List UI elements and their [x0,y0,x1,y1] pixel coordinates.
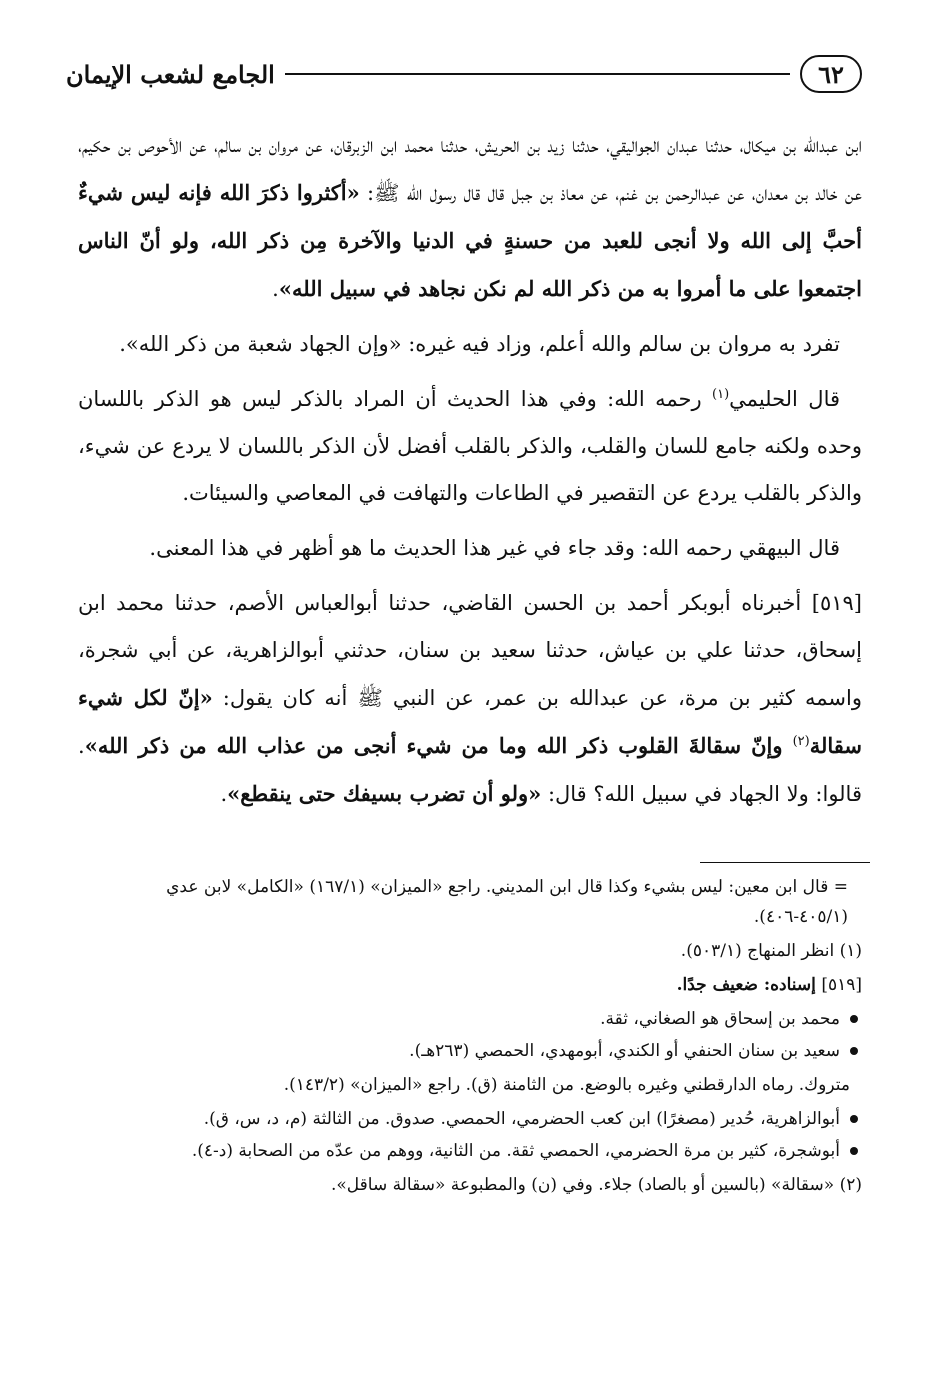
list-item: محمد بن إسحاق هو الصغاني، ثقة. [78,1004,840,1034]
footnote-continuation: = قال ابن معين: ليس بشيء وكذا قال ابن المديني. راجع «الميزان» (١٦٧/١) «الكامل» لابن عدي (٤٠٥/١-٤٠٦). [166,877,848,927]
isnad-text-519: أخبرناه أبوبكر أحمد بن الحسن القاضي، حدثنا أبوالعباس الأصم، حدثنا محمد ابن إسحاق، حدثنا علي بن عياش، حدثنا سعيد بن سنان، حدثني أبوالزاهرية، عن أبي شجرة، واسمه كثير بن مرة، عن عبدالله بن عمر، عن النبي ﷺ أنه كان يقول: [78,591,862,710]
hadith-matn-519-a: «إنّ لكل شيء سقالة [78,685,862,758]
hadith-matn-519-c: «ولو أن تضرب بسيفك حتى ينقطع» [227,781,542,806]
narrator-note: متروك. رماه الدارقطني وغيره بالوضع. من الثامنة (ق). راجع «الميزان» (١٤٣/٢). [283,1075,850,1095]
paragraph-halimi [78,376,862,517]
footnote-2: (٢) «سقالة» (بالسين أو بالصاد) جلاء. وفي (ن) والمطبوعة «سقالة ساقل». [331,1175,862,1195]
halimi-text: رحمه الله: وفي هذا الحديث أن المراد بالذكر ليس هو الذكر باللسان وحده ولكنه جامع للسان والقلب، والذكر بالقلب أفضل لأن الذكر باللسان لا يردع عن شيء، والذكر بالقلب يردع عن التقصير في الطاعات والتهافت في المعاصي والسيئات. [78,387,862,505]
bullet-icon [850,1147,858,1155]
list-item: سعيد بن سنان الحنفي أو الكندي، أبومهدي، الحمصي (٢٦٣هـ). [78,1036,840,1066]
hadith-matn: «أكثروا ذكرَ الله فإنه ليس شيءٌ أحبَّ إلى الله ولا أنجى للعبد من حسنةٍ في الدنيا والآخرة مِن ذكر الله، ولو أنّ الناس اجتمعوا على ما أمروا به من ذكر الله لم نكن نجاهد في سبيل الله» [78,180,862,301]
bullet-icon [850,1047,858,1055]
paragraph-comment: تفرد به مروان بن سالم والله أعلم، وزاد فيه غيره: «وإن الجهاد شعبة من ذكر الله». [119,332,840,356]
list-item: أبوالزاهرية، حُدير (مصغرًا) ابن كعب الحضرمي، الحمصي. صدوق. من الثالثة (م، د، س، ق). [78,1104,840,1134]
page-number: ٦٢ [800,55,862,93]
hadith-number: [٥١٩] [811,591,862,615]
main-text [78,122,862,826]
period: . [272,277,279,301]
hadith-matn-519-b: وإنّ سقالةَ القلوب ذكر الله وما من شيء أنجى من عذاب الله من ذكر الله» [84,733,793,758]
paragraph-hadith-1 [78,122,862,313]
footnote-ref-1: (١) [712,387,730,402]
bullet-icon [850,1015,858,1023]
paragraph-bayhaqi: قال البيهقي رحمه الله: وقد جاء في غير هذا الحديث ما هو أظهر في هذا المعنى. [149,536,840,560]
footnotes [78,872,862,1204]
footnote-519 [78,970,862,1000]
footnote-separator [700,862,870,863]
header-rule [285,73,790,75]
isnad-text: ابن عبدالله بن ميكال، حدثنا عبدان الجواليقي، حدثنا زيد بن الحريش، حدثنا محمد ابن الزبرقان، عن مروان بن سالم، عن الأحوص بن حكيم، عن خالد بن معدان، عن عبدالرحمن بن غنم، عن معاذ بن جبل قال قال رسول الله ﷺ: [78,133,862,205]
halimi-intro: قال الحليمي [729,387,841,411]
bullet-icon [850,1115,858,1123]
page-header [66,50,862,98]
dialogue-text: . قالوا: ولا الجهاد في سبيل الله؟ قال: [78,734,862,806]
footnote-519-number: [٥١٩] [821,975,862,995]
book-title: الجامع لشعب الإيمان [66,59,275,89]
footnote-519-label: إسناده: ضعيف جدًا. [676,975,816,995]
narrator-list-2 [78,1104,862,1166]
narrator-list [78,1004,862,1066]
period-519: . [220,782,228,806]
paragraph-hadith-519 [78,580,862,818]
footnote-ref-2: (٢) [792,734,810,749]
footnote-1: (١) انظر المنهاج (٥٠٣/١). [680,941,862,961]
list-item: أبوشجرة، كثير بن مرة الحضرمي، الحمصي ثقة. من الثانية، ووهم من عدّه من الصحابة (د-٤). [78,1136,840,1166]
